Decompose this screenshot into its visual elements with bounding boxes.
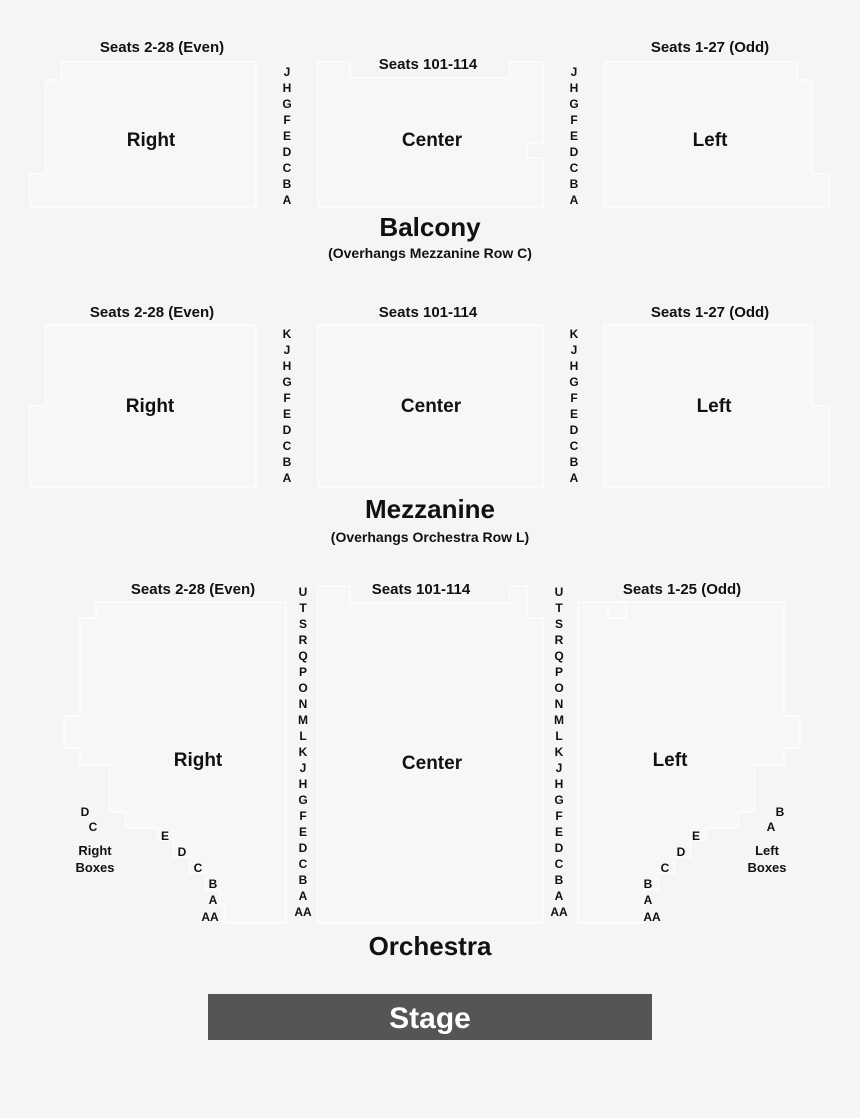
- balcony-row-label: H: [282, 81, 292, 95]
- right-boxes[interactable]: [75, 805, 114, 875]
- balcony-left-label: Left: [692, 130, 728, 151]
- mezzanine-right-label: Right: [125, 396, 175, 417]
- mezzanine-row-label: E: [282, 407, 292, 421]
- right-boxes-label-line2: Boxes: [75, 860, 115, 875]
- orchestra-row-label: J: [299, 761, 307, 775]
- mezzanine-right-header: Seats 2-28 (Even): [89, 304, 215, 321]
- orchestra-row-label: Q: [298, 649, 308, 663]
- balcony-row-label: H: [569, 81, 579, 95]
- orchestra-row-label: AA: [294, 905, 312, 919]
- mezzanine-row-label: B: [282, 455, 292, 469]
- orchestra-row-label: N: [298, 697, 308, 711]
- stage-label: Stage: [389, 1002, 471, 1035]
- mezzanine-row-label: G: [282, 375, 292, 389]
- orchestra-row-label: U: [298, 585, 308, 599]
- mezzanine-left-label: Left: [696, 396, 732, 417]
- orchestra-stair-row-label: C: [193, 861, 203, 875]
- orchestra-row-label: A: [298, 889, 308, 903]
- mezzanine-row-label: K: [569, 327, 579, 341]
- orchestra-left-notch: [608, 602, 626, 618]
- orchestra-right-label: Right: [173, 750, 223, 771]
- balcony-row-label: B: [569, 177, 579, 191]
- right-boxes-label-line1: Right: [78, 843, 112, 858]
- orchestra-stair-row-label: B: [643, 877, 653, 891]
- mezzanine-row-label: C: [569, 439, 579, 453]
- orchestra-row-label: G: [298, 793, 308, 807]
- stage: [208, 994, 652, 1040]
- mezzanine-row-label: C: [282, 439, 292, 453]
- orchestra-row-labels-right: [294, 585, 312, 919]
- balcony-title: Balcony: [379, 212, 481, 242]
- orchestra-right-header: Seats 2-28 (Even): [130, 581, 256, 598]
- mezzanine-section: [30, 304, 829, 545]
- orchestra-stair-row-label: D: [676, 845, 686, 859]
- mezzanine-row-labels-right: [282, 327, 291, 485]
- orchestra-row-label: E: [554, 825, 564, 839]
- mezzanine-row-label: D: [569, 423, 579, 437]
- right-box-row-label: D: [80, 805, 90, 819]
- balcony-center-header: Seats 101-114: [378, 56, 478, 73]
- orchestra-row-label: C: [298, 857, 308, 871]
- orchestra-stair-row-label: E: [691, 829, 701, 843]
- balcony-row-label: A: [569, 193, 579, 207]
- mezzanine-subtitle: (Overhangs Orchestra Row L): [330, 529, 530, 545]
- left-box-row-label: B: [775, 805, 785, 819]
- balcony-row-label: G: [282, 97, 292, 111]
- orchestra-left-label: Left: [652, 750, 688, 771]
- orchestra-row-label: F: [299, 809, 307, 823]
- balcony-section: [30, 39, 829, 261]
- orchestra-row-label: U: [554, 585, 564, 599]
- mezzanine-title: Mezzanine: [364, 494, 496, 524]
- orchestra-row-label: B: [554, 873, 564, 887]
- mezzanine-row-label: J: [283, 343, 291, 357]
- left-boxes-label-line1: Left: [755, 843, 779, 858]
- orchestra-stair-row-label: A: [643, 893, 653, 907]
- balcony-row-labels-left: [569, 65, 578, 207]
- orchestra-row-label: D: [554, 841, 564, 855]
- mezzanine-row-label: H: [282, 359, 292, 373]
- mezzanine-row-label: H: [569, 359, 579, 373]
- balcony-row-label: E: [569, 129, 579, 143]
- orchestra-row-label: E: [298, 825, 308, 839]
- orchestra-row-label: T: [299, 601, 307, 615]
- left-box-row-label: A: [766, 820, 776, 834]
- orchestra-section: [64, 581, 800, 961]
- orchestra-row-label: B: [298, 873, 308, 887]
- orchestra-row-label: R: [298, 633, 308, 647]
- balcony-row-label: E: [282, 129, 292, 143]
- balcony-left-header: Seats 1-27 (Odd): [650, 39, 770, 56]
- balcony-center-label: Center: [401, 130, 463, 151]
- balcony-row-label: D: [282, 145, 292, 159]
- balcony-row-label: C: [282, 161, 292, 175]
- mezzanine-row-label: E: [569, 407, 579, 421]
- mezzanine-row-label: D: [282, 423, 292, 437]
- orchestra-row-label: G: [554, 793, 564, 807]
- balcony-row-label: F: [283, 113, 291, 127]
- orchestra-row-label: A: [554, 889, 564, 903]
- balcony-row-label: A: [282, 193, 292, 207]
- orchestra-row-label: K: [554, 745, 564, 759]
- mezzanine-row-labels-left: [569, 327, 578, 485]
- orchestra-row-label: P: [298, 665, 308, 679]
- mezzanine-row-label: J: [570, 343, 578, 357]
- mezzanine-row-label: B: [569, 455, 579, 469]
- orchestra-row-label: K: [298, 745, 308, 759]
- orchestra-row-label: L: [555, 729, 563, 743]
- balcony-right-header: Seats 2-28 (Even): [99, 39, 225, 56]
- mezzanine-center-label: Center: [400, 396, 462, 417]
- mezzanine-row-label: A: [569, 471, 579, 485]
- orchestra-row-label: AA: [550, 905, 568, 919]
- left-boxes[interactable]: [747, 805, 786, 875]
- orchestra-row-label: Q: [554, 649, 564, 663]
- orchestra-center-header: Seats 101-114: [371, 581, 471, 598]
- orchestra-row-label: N: [554, 697, 564, 711]
- left-boxes-label-line2: Boxes: [747, 860, 787, 875]
- orchestra-row-label: J: [555, 761, 563, 775]
- orchestra-row-label: C: [554, 857, 564, 871]
- orchestra-row-label: M: [554, 713, 564, 727]
- orchestra-row-label: M: [298, 713, 308, 727]
- orchestra-stair-row-label: AA: [643, 910, 661, 924]
- orchestra-row-label: R: [554, 633, 564, 647]
- orchestra-row-label: O: [554, 681, 564, 695]
- orchestra-stair-row-label: AA: [201, 910, 219, 924]
- orchestra-row-label: D: [298, 841, 308, 855]
- mezzanine-row-label: K: [282, 327, 292, 341]
- mezzanine-row-label: G: [569, 375, 579, 389]
- orchestra-stair-row-label: C: [660, 861, 670, 875]
- balcony-row-label: F: [570, 113, 578, 127]
- orchestra-row-label: O: [298, 681, 308, 695]
- orchestra-title: Orchestra: [368, 931, 492, 961]
- balcony-right-label: Right: [126, 130, 176, 151]
- orchestra-center-label: Center: [401, 753, 463, 774]
- orchestra-stair-row-label: B: [208, 877, 218, 891]
- orchestra-left-header: Seats 1-25 (Odd): [622, 581, 742, 598]
- balcony-row-label: B: [282, 177, 292, 191]
- balcony-row-label: D: [569, 145, 579, 159]
- orchestra-row-label: P: [554, 665, 564, 679]
- orchestra-row-labels-left: [550, 585, 568, 919]
- orchestra-row-label: T: [555, 601, 563, 615]
- mezzanine-row-label: F: [283, 391, 291, 405]
- orchestra-row-label: S: [298, 617, 308, 631]
- orchestra-stair-row-label: D: [177, 845, 187, 859]
- orchestra-row-label: F: [555, 809, 563, 823]
- balcony-row-label: G: [569, 97, 579, 111]
- right-box-row-label: C: [88, 820, 98, 834]
- mezzanine-row-label: A: [282, 471, 292, 485]
- orchestra-row-label: H: [298, 777, 308, 791]
- orchestra-row-label: S: [554, 617, 564, 631]
- orchestra-stair-row-label: E: [160, 829, 170, 843]
- balcony-row-labels-right: [282, 65, 291, 207]
- mezzanine-row-label: F: [570, 391, 578, 405]
- balcony-row-label: J: [283, 65, 291, 79]
- orchestra-row-label: H: [554, 777, 564, 791]
- balcony-row-label: J: [570, 65, 578, 79]
- mezzanine-center-header: Seats 101-114: [378, 304, 478, 321]
- orchestra-row-label: L: [299, 729, 307, 743]
- balcony-subtitle: (Overhangs Mezzanine Row C): [328, 245, 532, 261]
- balcony-row-label: C: [569, 161, 579, 175]
- mezzanine-left-header: Seats 1-27 (Odd): [650, 304, 770, 321]
- orchestra-stair-row-label: A: [208, 893, 218, 907]
